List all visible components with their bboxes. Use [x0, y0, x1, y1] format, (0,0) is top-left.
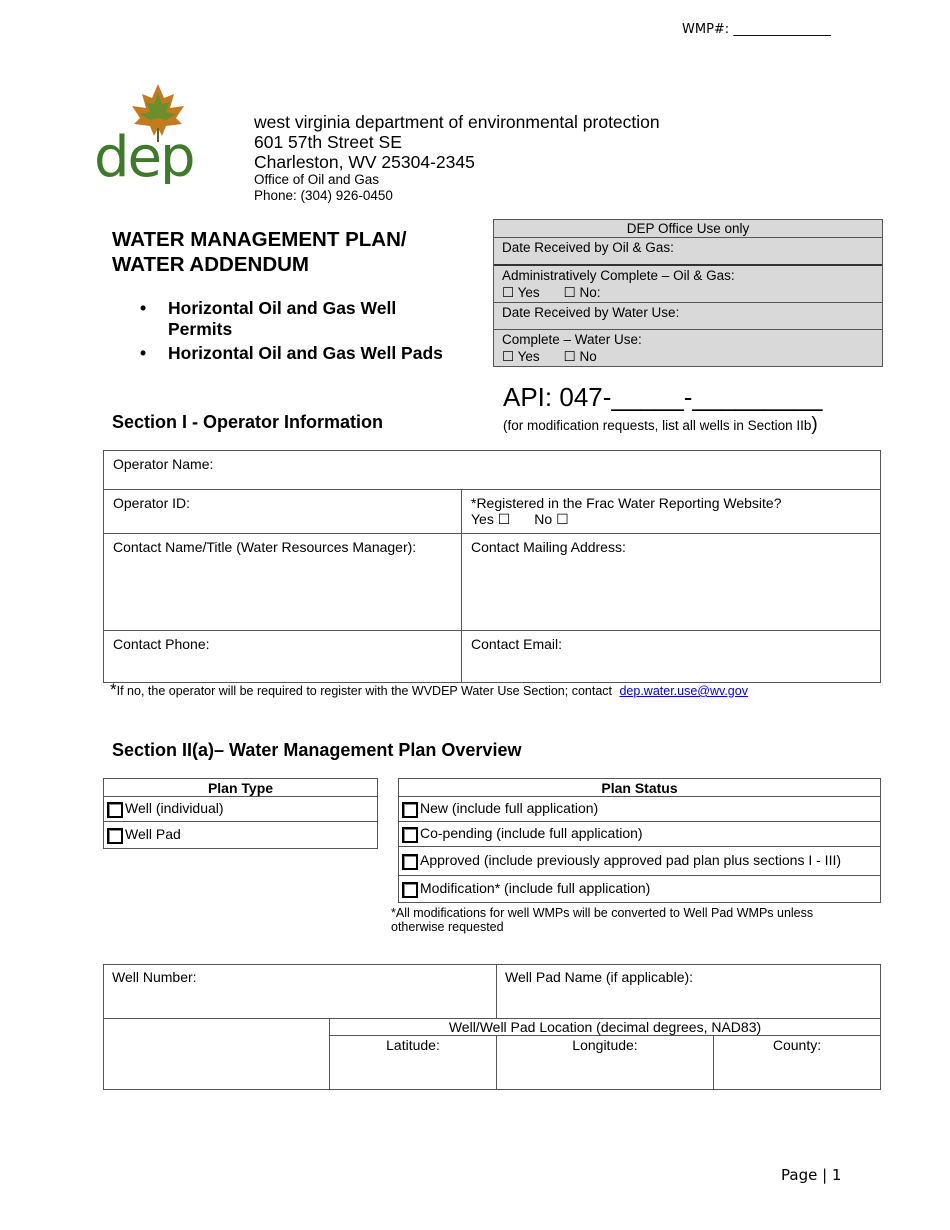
permit-type-list [140, 298, 443, 367]
checkbox[interactable] [107, 802, 123, 818]
dep-logo [92, 82, 222, 184]
plan-type-well-pad[interactable]: Well Pad [104, 822, 378, 849]
document-title [112, 227, 407, 277]
registered-no-checkbox[interactable]: No ☐ [534, 511, 569, 527]
operator-info-table [103, 450, 881, 683]
admin-yes-checkbox[interactable]: ☐ Yes [502, 285, 540, 300]
operator-id-field[interactable]: Operator ID: [104, 490, 462, 534]
agency-office: Office of Oil and Gas [254, 172, 380, 187]
checkbox[interactable] [402, 854, 418, 870]
date-received-water-use[interactable]: Date Received by Water Use: [494, 303, 882, 330]
plan-type-table [103, 778, 378, 849]
modification-note: *All modifications for well WMPs will be converted to Well Pad WMPs unless otherwise requested [391, 906, 814, 934]
list-item: • Horizontal Oil and Gas Well Permits [140, 298, 397, 339]
location-header: Well/Well Pad Location (decimal degrees, NAD83) [330, 1019, 881, 1036]
api-number-field[interactable]: API: 047-_____-_________ [503, 382, 823, 412]
plan-status-table [398, 778, 881, 903]
plan-status-header: Plan Status [399, 779, 881, 797]
plan-type-header: Plan Type [104, 779, 378, 797]
title-line-1: WATER MANAGEMENT PLAN/ [112, 228, 407, 251]
date-received-oil-gas[interactable]: Date Received by Oil & Gas: [494, 238, 882, 266]
registered-yes-checkbox[interactable]: Yes ☐ [471, 511, 511, 527]
agency-name: west virginia department of environmental protection [254, 112, 660, 132]
plan-status-co-pending[interactable]: Co-pending (include full application) [399, 822, 881, 847]
checkbox[interactable] [402, 827, 418, 843]
plan-status-new[interactable]: New (include full application) [399, 797, 881, 822]
complete-water-row: Complete – Water Use: ☐ Yes ☐ No [502, 332, 642, 364]
checkbox[interactable] [402, 802, 418, 818]
agency-address [254, 112, 660, 204]
agency-city: Charleston, WV 25304-2345 [254, 152, 475, 172]
title-line-2: WATER ADDENDUM [112, 253, 310, 276]
checkbox[interactable] [107, 828, 123, 844]
section-1-title: Section I - Operator Information [112, 412, 384, 432]
well-info-table [103, 964, 881, 1090]
water-use-email-link[interactable]: dep.water.use@wv.gov [619, 684, 748, 698]
admin-no-checkbox[interactable]: ☐ No: [563, 285, 601, 300]
water-yes-checkbox[interactable]: ☐ Yes [502, 349, 540, 364]
contact-name-field[interactable]: Contact Name/Title (Water Resources Manager): [104, 534, 462, 631]
longitude-field[interactable]: Longitude: [497, 1036, 714, 1090]
agency-phone: Phone: (304) 926-0450 [254, 188, 393, 203]
contact-phone-field[interactable]: Contact Phone: [104, 631, 462, 683]
api-note: (for modification requests, list all wells in Section IIb) [503, 414, 818, 435]
well-info-blank [104, 1019, 330, 1090]
well-pad-name-field[interactable]: Well Pad Name (if applicable): [497, 965, 881, 1019]
svg-text:dep: dep [94, 125, 194, 184]
section-2a-title: Section II(a)– Water Management Plan Overview [112, 740, 522, 760]
contact-email-field[interactable]: Contact Email: [462, 631, 881, 683]
dep-office-use-box [493, 219, 883, 367]
plan-type-well[interactable]: Well (individual) [104, 797, 378, 822]
plan-status-modification[interactable]: Modification* (include full application) [399, 876, 881, 903]
office-use-header: DEP Office Use only [494, 220, 882, 238]
water-no-checkbox[interactable]: ☐ No [563, 349, 597, 364]
list-item: • Horizontal Oil and Gas Well Pads [140, 343, 443, 363]
well-number-field[interactable]: Well Number: [104, 965, 497, 1019]
registered-field: *Registered in the Frac Water Reporting Website? Yes ☐ No ☐ [462, 490, 881, 534]
latitude-field[interactable]: Latitude: [330, 1036, 497, 1090]
contact-address-field[interactable]: Contact Mailing Address: [462, 534, 881, 631]
county-field[interactable]: County: [714, 1036, 881, 1090]
agency-street: 601 57th Street SE [254, 132, 402, 152]
registration-footnote: *If no, the operator will be required to register with the WVDEP Water Use Section; contact dep.water.use@wv.gov [110, 680, 748, 699]
page-number: Page | 1 [781, 1166, 842, 1184]
plan-status-approved[interactable]: Approved (include previously approved pad plan plus sections I - III) [399, 847, 881, 876]
admin-complete-row: Administratively Complete – Oil & Gas: ☐ Yes ☐ No: [494, 266, 882, 303]
operator-name-field[interactable]: Operator Name: [104, 451, 881, 490]
wmp-number-field: WMP#: _______________ [682, 22, 831, 37]
checkbox[interactable] [402, 882, 418, 898]
